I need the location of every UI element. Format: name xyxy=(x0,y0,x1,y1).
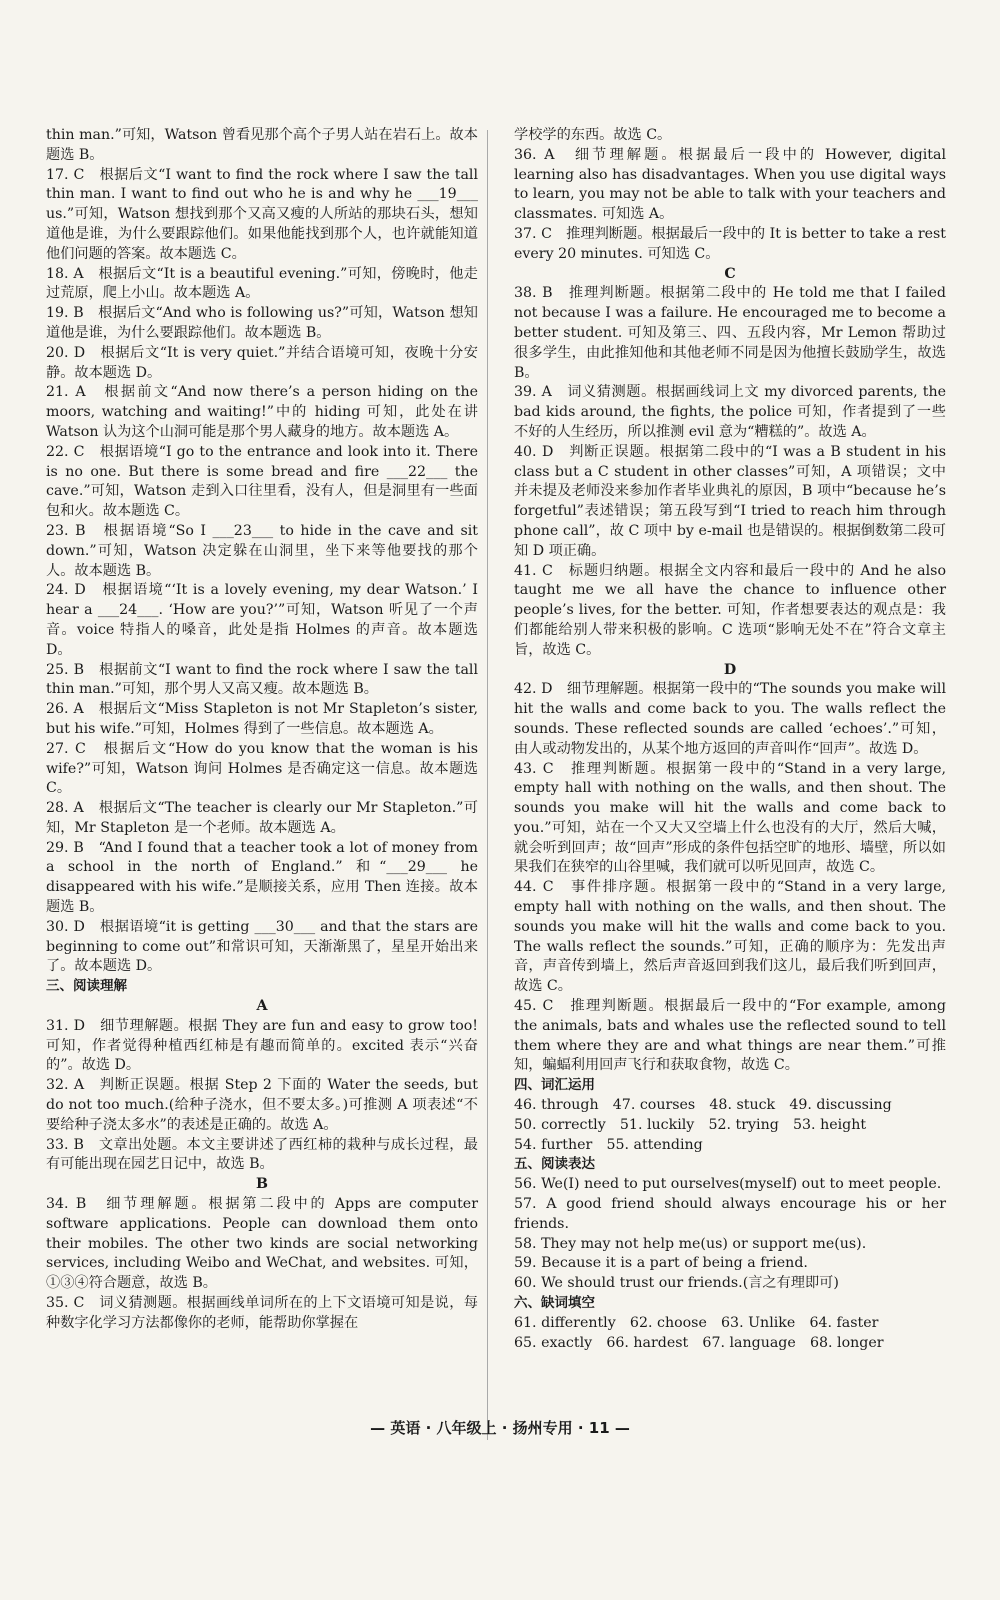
vocab-line: 54. further 55. attending xyxy=(514,1136,703,1153)
section-title-reading-expression: 五、阅读表达 xyxy=(514,1156,595,1173)
vocab-line: 50. correctly 51. luckily 52. trying 53. height xyxy=(514,1116,867,1133)
answer-item: 23. B 根据语境“So I ___23___ to hide in the cave and sit down.”可知，Watson 决定躲在山洞里，坐下来等他要找的那个人。故本题选 B。 xyxy=(46,522,478,579)
answer-item: 35. C 词义猜测题。根据画线单词所在的上下文语境可知是说，每种数字化学习方法都像你的老师，能帮助你掌握在 xyxy=(46,1295,478,1331)
answer-item: 30. D 根据语境“it is getting ___30___ and that the stars are beginning to come out”和常识可知，天渐渐黑了，星星开始出来了。故本题选 D。 xyxy=(46,918,478,975)
answer-item: thin man.”可知，Watson 曾看见那个高个子男人站在岩石上。故本题选 B。 xyxy=(46,127,478,163)
page-footer: — 英语 · 八年级上 · 扬州专用 · 11 — xyxy=(370,1419,630,1437)
answer-item: 24. D 根据语境“‘It is a lovely evening, my dear Watson.’ I hear a ___24___. ‘How are you?’”可知，Watson 听见了一个声音。voice 特指人的嗓音，此处是指 Holmes 的声音。故本题选 D。 xyxy=(46,582,478,658)
column-divider xyxy=(487,130,488,1440)
answer-item: 40. D 判断正误题。根据第二段中的“I was a B student in his class but a C student in other classes”可知，A 项错误；文中并未提及老师没来参加作者毕业典礼的原因，B 项中“because he’s forgetful”表述错误；第五段写到“I tried to reach him through phone call”，故 C 项中 by e-mail 也是错误的。根据倒数第二段可知 D 项正确。 xyxy=(514,443,946,559)
answer-item: 26. A 根据后文“Miss Stapleton is not Mr Stapleton’s sister, but his wife.”可知，Holmes 得到了一些信息。故本题选 A。 xyxy=(46,701,478,737)
section-title-reading: 三、阅读理解 xyxy=(46,978,127,995)
answer-item: 29. B “And I found that a teacher took a lot of money from a school in the north of England.” 和“___29___ he disappeared with his wife.”是顺接关系，应用 Then 连接。故本题选 B。 xyxy=(46,839,478,916)
answer-item: 学校学的东西。故选 C。 xyxy=(514,127,672,143)
answer-item: 18. A 根据后文“It is a beautiful evening.”可知，傍晚时，他走过荒原，爬上小山。故本题选 A。 xyxy=(46,265,478,302)
expression-line: 56. We(I) need to put ourselves(myself) out to meet people. xyxy=(514,1176,942,1193)
answer-item: 28. A 根据后文“The teacher is clearly our Mr Stapleton.”可知，Mr Stapleton 是一个老师。故本题选 A。 xyxy=(46,800,478,836)
answer-item: 17. C 根据后文“I want to find the rock where I saw the tall thin man. I want to find out who he is and why he ___19___ us.”可知，Watson 想找到那个又高又瘦的人所站的那块石头，想知道他是谁，为什么要跟踪他们。如果他能找到那个人，也许就能知道他们问题的答案。故本题选 C。 xyxy=(46,166,478,262)
subsection-label-a: A xyxy=(256,998,268,1015)
answer-item: 38. B 推理判断题。根据第二段中的 He told me that I failed not because I was a failure. He encouraged me to become a better student. 可知及第三、四、五段内容，Mr Lemon 帮助过很多学生，由此推知他和其他老师不同是因为他擅长鼓励学生，故选 B。 xyxy=(514,285,946,381)
answer-item: 22. C 根据语境“I go to the entrance and look into it. There is no one. But there is some bread and fire ___22___ the cave.”可知，Watson 走到入口往里看，没有人，但是洞里有一些面包和火。故本题选 C。 xyxy=(46,443,478,520)
expression-line: 60. We should trust our friends.(言之有理即可) xyxy=(514,1275,839,1292)
answer-item: 39. A 词义猜测题。根据画线词上文 my divorced parents, the bad kids around, the fights, the police 可知，作者提到了一些不好的人生经历，所以推测 evil 意为“糟糕的”。故选 A。 xyxy=(514,384,946,440)
answer-item: 34. B 细节理解题。根据第二段中的 Apps are computer software applications. People can download them onto their mobiles. The other two kinds are social networking services, including Weibo and WeChat, and websites. 可知，①③④符合题意，故选 B。 xyxy=(46,1196,478,1292)
answer-item: 36. A 细节理解题。根据最后一段中的 However, digital learning also has disadvantages. When you use digital ways to learn, you may not be able to talk with your teachers and classmates. 可知选 A。 xyxy=(514,146,946,223)
answer-item: 27. C 根据后文“How do you know that the woman is his wife?”可知，Watson 询问 Holmes 是否确定这一信息。故本题选 C。 xyxy=(46,740,478,797)
subsection-label-d: D xyxy=(723,661,737,678)
answer-item: 32. A 判断正误题。根据 Step 2 下面的 Water the seeds, but do not too much.(给种子浇水，但不要太多。)可推测 A 项表述“不要给种子浇太多水”的表述是正确的。故选 A。 xyxy=(46,1077,478,1133)
answer-item: 45. C 推理判断题。根据最后一段中的“For example, among the animals, bats and whales use the reflected sound to tell them where they are and what things are near them.”可推知，蝙蝠利用回声飞行和获取食物，故选 C。 xyxy=(514,998,946,1074)
answer-item: 19. B 根据后文“And who is following us?”可知，Watson 想知道他是谁，为什么要跟踪他们。故本题选 B。 xyxy=(46,305,478,341)
left-column xyxy=(46,126,478,1334)
subsection-label-c: C xyxy=(724,265,736,282)
cloze-line: 65. exactly 66. hardest 67. language 68. longer xyxy=(514,1334,884,1351)
answer-item: 33. B 文章出处题。本文主要讲述了西红柿的栽种与成长过程，最有可能出现在园艺日记中，故选 B。 xyxy=(46,1136,478,1173)
answer-item: 31. D 细节理解题。根据 They are fun and easy to grow too! 可知，作者觉得种植西红柿是有趣而简单的。excited 表示“兴奋的”。故选 D。 xyxy=(46,1017,478,1074)
subsection-label-b: B xyxy=(256,1176,268,1193)
vocab-line: 46. through 47. courses 48. stuck 49. discussing xyxy=(514,1097,892,1114)
site-logo xyxy=(808,1480,978,1590)
answer-item: 42. D 细节理解题。根据第一段中的“The sounds you make will hit the walls and come back to you. The walls reflect the sounds. These reflected sounds are called ‘echoes’.”可知，由人或动物发出的，从某个地方返回的声音叫作“回声”。故选 D。 xyxy=(514,681,946,757)
answer-item: 43. C 推理判断题。根据第一段中的“Stand in a very large, empty hall with nothing on the walls, and then shout. The sounds you make will hit the walls and come back to you.”可知，站在一个又大又空墙上什么也没有的大厅，然后大喊，就会听到回声；故“回声”形成的条件包括空旷的地形、墙壁，所以如果我们在狭窄的山谷里喊，我们就可以听见回声，故选 C。 xyxy=(514,760,946,876)
section-title-vocab: 四、词汇运用 xyxy=(514,1077,595,1094)
answer-item: 25. B 根据前文“I want to find the rock where I saw the tall thin man.”可知，那个男人又高又瘦。故本题选 B。 xyxy=(46,661,478,698)
expression-line: 58. They may not help me(us) or support me(us). xyxy=(514,1235,867,1252)
answer-item: 21. A 根据前文“And now there’s a person hiding on the moors, watching and waiting!”中的 hiding 可知，此处在讲 Watson 认为这个山洞可能是那个男人藏身的地方。故本题选 A。 xyxy=(46,384,478,440)
cloze-line: 61. differently 62. choose 63. Unlike 64. faster xyxy=(514,1314,879,1331)
answer-item: 41. C 标题归纳题。根据全文内容和最后一段中的 And he also taught me we all have the chance to influence other people’s lives, for the better. 可知，作者想要表达的观点是：我们都能给别人带来积极的影响。C 选项“影响无处不在”符合文章主旨，故选 C。 xyxy=(514,562,946,658)
expression-line: 57. A good friend should always encourage his or her friends. xyxy=(514,1196,946,1232)
answer-item: 44. C 事件排序题。根据第一段中的“Stand in a very large, empty hall with nothing on the walls, and then shout. The sounds you make will hit the walls and come back to you. The walls reflect the sounds.”可知，正确的顺序为：先发出声音，声音传到墙上，然后声音返回到我们这儿，最后我们听到回声，故选 C。 xyxy=(514,879,946,995)
section-title-cloze: 六、缺词填空 xyxy=(514,1295,595,1312)
answer-item: 20. D 根据后文“It is very quiet.”并结合语境可知，夜晚十分安静。故本题选 D。 xyxy=(46,344,478,381)
right-column xyxy=(514,126,946,1353)
answer-item: 37. C 推理判断题。根据最后一段中的 It is better to take a rest every 20 minutes. 可知选 C。 xyxy=(514,225,946,262)
expression-line: 59. Because it is a part of being a friend. xyxy=(514,1255,808,1272)
